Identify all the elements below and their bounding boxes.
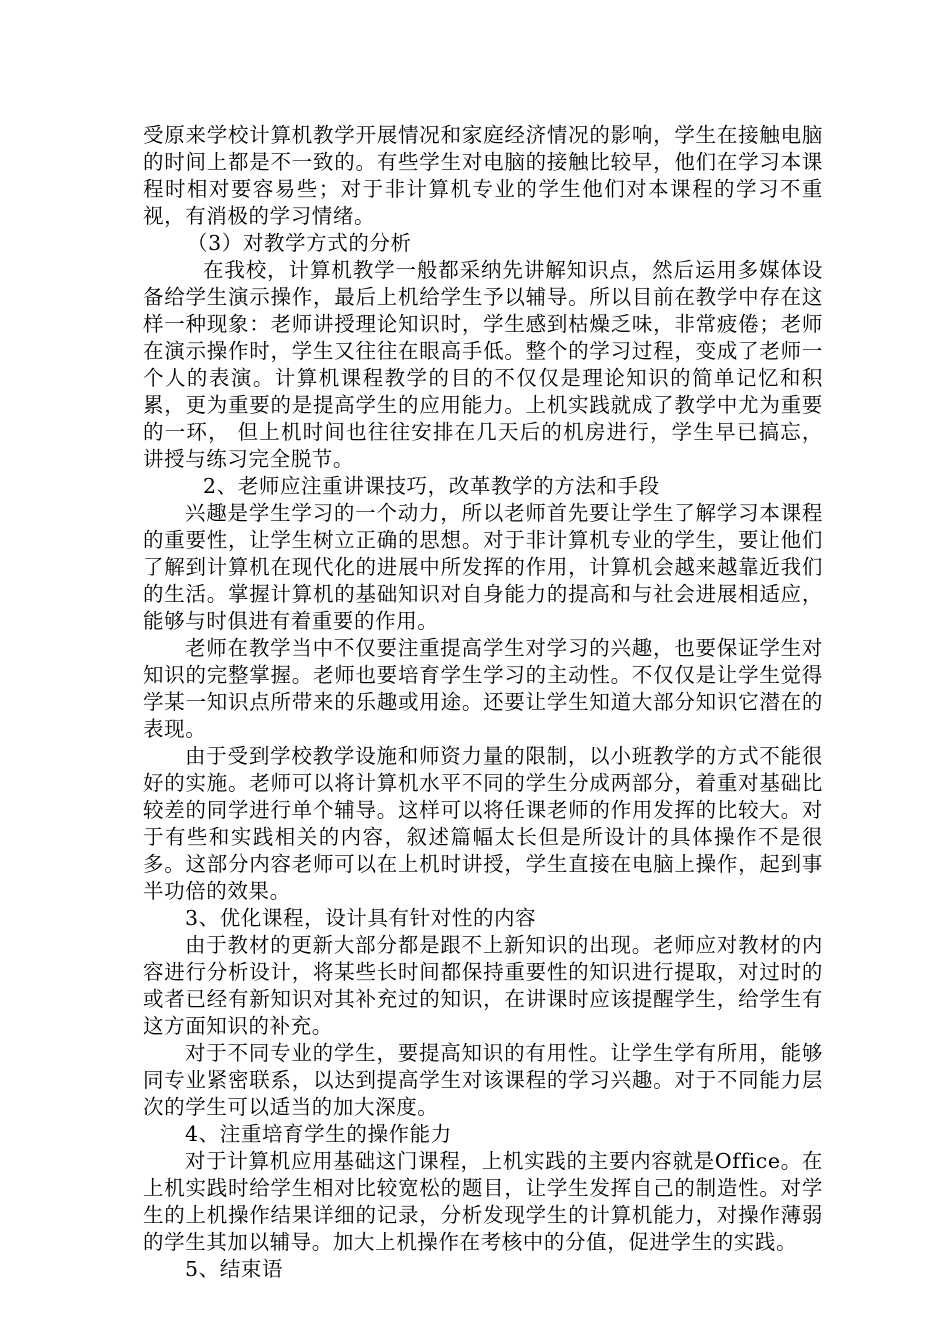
heading-teaching-method-analysis: （3）对教学方式的分析	[187, 231, 412, 255]
paragraph-small-class: 由于受到学校教学设施和师资力量的限制，以小班教学的方式不能很好的实施。老师可以将计算机水平不同的学生分成两部分，着重对基础比较差的同学进行单个辅导。这样可以将任课老师的作用发挥的比较大。对于有些和实践相关的内容，叙述篇幅太长但是所设计的具体操作不是很多。这部分内容老师可以在上机时讲授，学生直接在电脑上操作，起到事半功倍的效果。	[143, 744, 823, 903]
heading-operation-ability: 4、注重培育学生的操作能力	[185, 1122, 452, 1146]
paragraph-student-background: 受原来学校计算机教学开展情况和家庭经济情况的影响，学生在接触电脑的时间上都是不一致的。有些学生对电脑的接触比较早，他们在学习本课程时相对要容易些；对于非计算机专业的学生他们对本课程的学习不重视，有消极的学习情绪。	[143, 123, 823, 228]
heading-conclusion: 5、结束语	[185, 1257, 284, 1281]
heading-optimize-course: 3、优化课程，设计具有针对性的内容	[185, 906, 537, 930]
paragraph-office-practice: 对于计算机应用基础这门课程，上机实践的主要内容就是Office。在上机实践时给学生相对比较宽松的题目，让学生发挥自己的制造性。对学生的上机操作结果详细的记录，分析发现学生的计算机能力，对操作薄弱的学生其加以辅导。加大上机操作在考核中的分值，促进学生的实践。	[143, 1149, 823, 1254]
paragraph-textbook-update: 由于教材的更新大部分都是跟不上新知识的出现。老师应对教材的内容进行分析设计，将某些长时间都保持重要性的知识进行提取，对过时的或者已经有新知识对其补充过的知识，在讲课时应该提醒学生，给学生有这方面知识的补充。	[143, 933, 823, 1038]
paragraph-different-majors: 对于不同专业的学生，要提高知识的有用性。让学生学有所用，能够同专业紧密联系，以达到提高学生对该课程的学习兴趣。对于不同能力层次的学生可以适当的加大深度。	[143, 1041, 823, 1119]
paragraph-interest: 兴趣是学生学习的一个动力，所以老师首先要让学生了解学习本课程的重要性，让学生树立正确的思想。对于非计算机专业的学生，要让他们了解到计算机在现代化的进展中所发挥的作用，计算机会越来越靠近我们的生活。掌握计算机的基础知识对自身能力的提高和与社会进展相适应，能够与时俱进有着重要的作用。	[143, 501, 823, 633]
document-body	[143, 122, 823, 1283]
paragraph-teaching-method: 在我校，计算机教学一般都采纳先讲解知识点，然后运用多媒体设备给学生演示操作，最后上机给学生予以辅导。所以目前在教学中存在这样一种现象：老师讲授理论知识时，学生感到枯燥乏味，非常疲倦；老师在演示操作时，学生又往往在眼高手低。整个的学习过程，变成了老师一个人的表演。计算机课程教学的目的不仅仅是理论知识的简单记忆和积累，更为重要的是提高学生的应用能力。上机实践就成了教学中尤为重要的一环， 但上机时间也往往安排在几天后的机房进行，学生早已搞忘，讲授与练习完全脱节。	[143, 258, 823, 471]
heading-teaching-skills: 2、老师应注重讲课技巧，改革教学的方法和手段	[203, 474, 660, 498]
paragraph-complete-mastery: 老师在教学当中不仅要注重提高学生对学习的兴趣，也要保证学生对知识的完整掌握。老师也要培育学生学习的主动性。不仅仅是让学生觉得学某一知识点所带来的乐趣或用途。还要让学生知道大部分知识它潜在的表现。	[143, 636, 823, 741]
